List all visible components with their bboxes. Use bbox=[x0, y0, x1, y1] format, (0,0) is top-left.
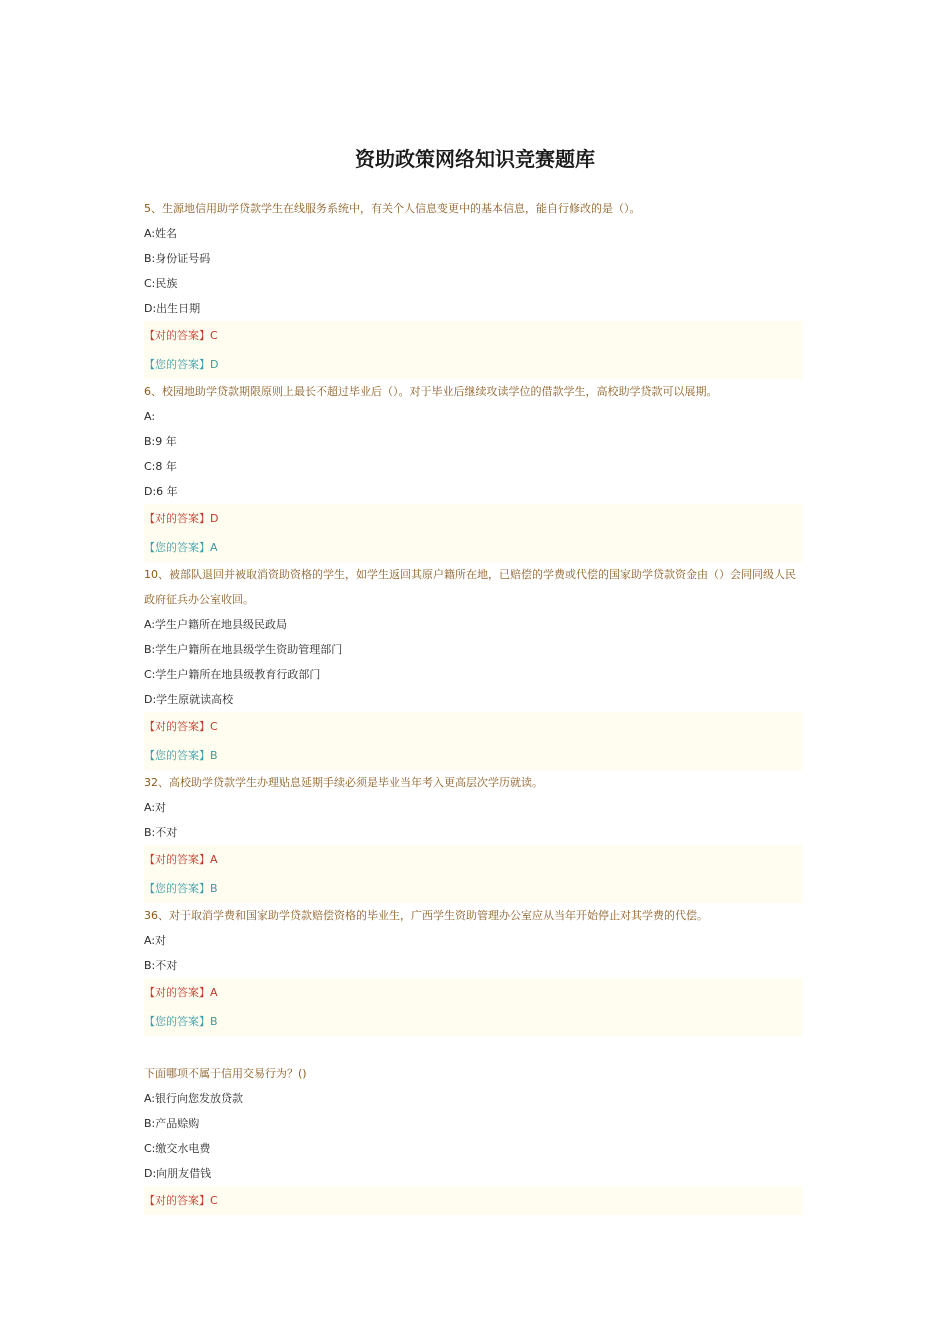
user-answer: 【您的答案】B bbox=[144, 1007, 802, 1036]
option-b: B:不对 bbox=[144, 959, 178, 972]
question-list bbox=[144, 196, 806, 1215]
question-block bbox=[144, 562, 806, 770]
option-d: D:6 年 bbox=[144, 485, 178, 498]
option-c: C:8 年 bbox=[144, 460, 177, 473]
option-b: B:身份证号码 bbox=[144, 252, 211, 265]
option-b: B:不对 bbox=[144, 826, 178, 839]
page-title: 资助政策网络知识竞赛题库 bbox=[355, 147, 595, 171]
user-answer: 【您的答案】B bbox=[144, 874, 802, 903]
user-answer: 【您的答案】B bbox=[144, 741, 802, 770]
question-block bbox=[144, 196, 806, 379]
option-a: A:对 bbox=[144, 801, 167, 814]
option-a: A: bbox=[144, 410, 156, 423]
user-answer: 【您的答案】A bbox=[144, 533, 802, 562]
correct-answer: 【对的答案】A bbox=[144, 978, 802, 1007]
question-block bbox=[144, 379, 806, 562]
question-text: 6、校园地助学贷款期限原则上最长不超过毕业后（）。对于毕业后继续攻读学位的借款学生，高校助学贷款可以展期。 bbox=[144, 385, 718, 398]
option-a: A:银行向您发放贷款 bbox=[144, 1092, 244, 1105]
option-a: A:姓名 bbox=[144, 227, 178, 240]
correct-answer: 【对的答案】C bbox=[144, 712, 802, 741]
option-a: A:学生户籍所在地县级民政局 bbox=[144, 618, 288, 631]
question-text: 下面哪项不属于信用交易行为？() bbox=[144, 1067, 307, 1080]
option-d: D:向朋友借钱 bbox=[144, 1167, 212, 1180]
user-answer: 【您的答案】D bbox=[144, 350, 802, 379]
correct-answer: 【对的答案】A bbox=[144, 845, 802, 874]
question-block bbox=[144, 1061, 806, 1215]
question-text: 5、生源地信用助学贷款学生在线服务系统中，有关个人信息变更中的基本信息，能自行修改的是（）。 bbox=[144, 202, 641, 215]
option-c: C:民族 bbox=[144, 277, 178, 290]
question-block bbox=[144, 903, 806, 1036]
section-gap bbox=[144, 1036, 806, 1061]
option-d: D:出生日期 bbox=[144, 302, 201, 315]
correct-answer: 【对的答案】D bbox=[144, 504, 802, 533]
question-block bbox=[144, 770, 806, 903]
option-b: B:学生户籍所在地县级学生资助管理部门 bbox=[144, 643, 343, 656]
question-text: 32、高校助学贷款学生办理贴息延期手续必须是毕业当年考入更高层次学历就读。 bbox=[144, 776, 543, 789]
question-text: 36、对于取消学费和国家助学贷款赔偿资格的毕业生，广西学生资助管理办公室应从当年开始停止对其学费的代偿。 bbox=[144, 909, 708, 922]
option-a: A:对 bbox=[144, 934, 167, 947]
option-b: B:产品赊购 bbox=[144, 1117, 200, 1130]
option-d: D:学生原就读高校 bbox=[144, 693, 234, 706]
correct-answer: 【对的答案】C bbox=[144, 1186, 802, 1215]
option-c: C:缴交水电费 bbox=[144, 1142, 211, 1155]
option-b: B:9 年 bbox=[144, 435, 177, 448]
question-text: 10、被部队退回并被取消资助资格的学生，如学生返回其原户籍所在地，已赔偿的学费或代偿的国家助学贷款资金由（）会同同级人民政府征兵办公室收回。 bbox=[144, 568, 796, 606]
option-c: C:学生户籍所在地县级教育行政部门 bbox=[144, 668, 321, 681]
correct-answer: 【对的答案】C bbox=[144, 321, 802, 350]
